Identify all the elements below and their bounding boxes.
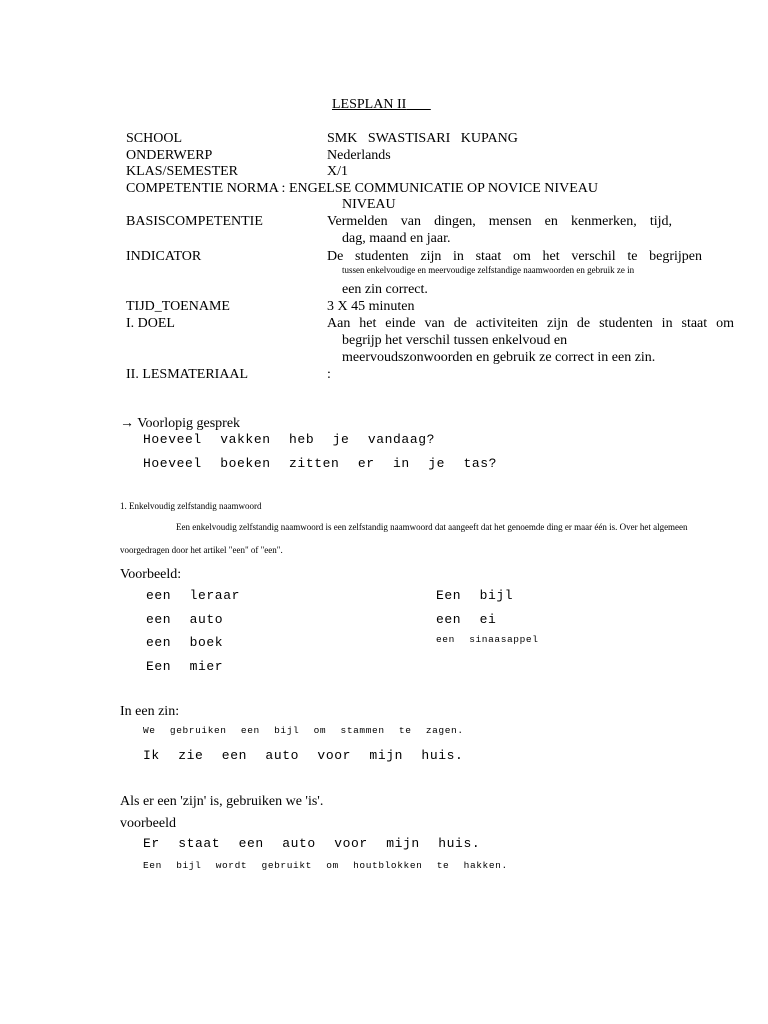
time-value: 3 X 45 minuten bbox=[327, 299, 415, 314]
indicator-value-1: De studenten zijn in staat om het verschil te begrijpen bbox=[327, 249, 702, 264]
intro-heading-text: Voorlopig gesprek bbox=[137, 416, 241, 431]
example-left-4: Een mier bbox=[146, 659, 224, 674]
indicator-value-3: een zin correct. bbox=[342, 282, 428, 297]
section-heading: 1. Enkelvoudig zelfstandig naamwoord bbox=[120, 501, 262, 511]
in-sentence-label: In een zin: bbox=[120, 704, 180, 719]
goal-value-1: Aan het einde van de activiteiten zijn de studenten in staat om bbox=[327, 316, 734, 331]
rule-sentence-2: Een bijl wordt gebruikt om houtblokken te hakken. bbox=[143, 860, 508, 871]
sentence-2: Ik zie een auto voor mijn huis. bbox=[143, 748, 464, 763]
school-label: SCHOOL bbox=[126, 131, 183, 146]
time-label: TIJD_TOENAME bbox=[126, 299, 230, 314]
class-label: KLAS/SEMESTER bbox=[126, 164, 239, 179]
goal-value-2: begrijp het verschil tussen enkelvoud en bbox=[342, 333, 568, 348]
indicator-label: INDICATOR bbox=[126, 249, 202, 264]
example-left-3: een boek bbox=[146, 635, 224, 650]
subject-label: ONDERWERP bbox=[126, 148, 213, 163]
arrow-icon: → bbox=[120, 416, 134, 431]
rule-sentence-1: Er staat een auto voor mijn huis. bbox=[143, 836, 481, 851]
rule-example-label: voorbeeld bbox=[120, 816, 176, 831]
intro-question-1: Hoeveel vakken heb je vandaag? bbox=[143, 432, 436, 447]
examples-label: Voorbeeld: bbox=[120, 567, 182, 582]
example-right-3: een sinaasappel bbox=[436, 634, 539, 645]
material-label: II. LESMATERIAAL bbox=[126, 367, 249, 382]
goal-label: I. DOEL bbox=[126, 316, 175, 331]
basic-competence-value-1: Vermelden van dingen, mensen en kenmerken, tijd, bbox=[327, 214, 672, 229]
indicator-value-2: tussen enkelvoudige en meervoudige zelfstandige naamwoorden en gebruik ze in bbox=[342, 265, 635, 275]
school-value: SMK SWASTISARI KUPANG bbox=[327, 131, 518, 146]
example-left-1: een leraar bbox=[146, 588, 241, 603]
material-value: : bbox=[327, 367, 331, 382]
goal-value-3: meervoudszonwoorden en gebruik ze correct in een zin. bbox=[342, 350, 656, 365]
competence-line: COMPETENTIE NORMA : ENGELSE COMMUNICATIE OP NOVICE NIVEAU bbox=[126, 181, 598, 196]
basic-competence-label: BASISCOMPETENTIE bbox=[126, 214, 263, 229]
section-paragraph-2: voorgedragen door het artikel "een" of "een". bbox=[120, 545, 283, 555]
example-right-1: Een bijl bbox=[436, 588, 514, 603]
section-paragraph-1: Een enkelvoudig zelfstandig naamwoord is een zelfstandig naamwoord dat aangeeft dat het genoemde ding er maar één is. Over het algemeen bbox=[176, 522, 688, 532]
intro-question-2: Hoeveel boeken zitten er in je tas? bbox=[143, 456, 498, 471]
class-value: X/1 bbox=[327, 164, 348, 179]
example-right-2: een ei bbox=[436, 612, 497, 627]
subject-value: Nederlands bbox=[327, 148, 391, 163]
document-title: LESPLAN II bbox=[332, 97, 407, 112]
rule-text: Als er een 'zijn' is, gebruiken we 'is'. bbox=[120, 794, 324, 809]
basic-competence-value-2: dag, maand en jaar. bbox=[342, 231, 451, 246]
intro-heading bbox=[120, 415, 240, 432]
example-left-2: een auto bbox=[146, 612, 224, 627]
competence-continuation: NIVEAU bbox=[342, 197, 396, 212]
sentence-1: We gebruiken een bijl om stammen te zagen. bbox=[143, 725, 464, 736]
